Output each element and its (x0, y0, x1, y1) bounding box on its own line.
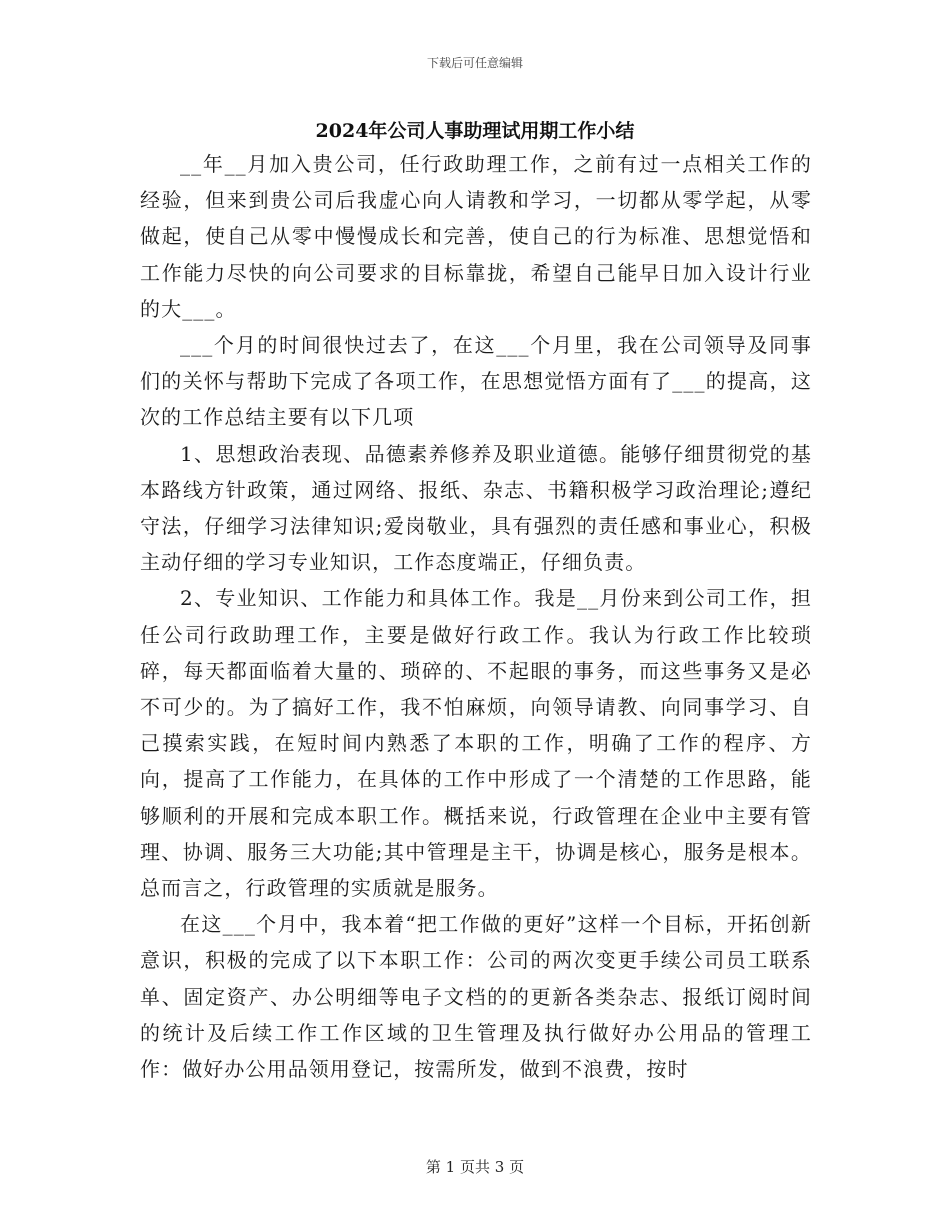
header-note: 下载后可任意编辑 (426, 56, 523, 70)
paragraph-4: 2、专业知识、工作能力和具体工作。我是__月份来到公司工作，担任公司行政助理工作，主要是做好行政工作。我认为行政工作比较琐碎，每天都面临着大量的、琐碎的、不起眼的事务，而这些事务又是必不可少的。为了搞好工作，我不怕麻烦，向领导请教、向同事学习、自己摸索实践，在短时间内熟悉了本职的工作，明确了工作的程序、方向，提高了工作能力，在具体的工作中形成了一个清楚的工作思路，能够顺利的开展和完成本职工作。概括来说，行政管理在企业中主要有管理、协调、服务三大功能;其中管理是主干，协调是核心，服务是根本。总而言之，行政管理的实质就是服务。 (140, 586, 812, 901)
paragraph-5: 在这___个月中，我本着“把工作做的更好”这样一个目标，开拓创新意识，积极的完成了以下本职工作：公司的两次变更手续公司员工联系单、固定资产、办公明细等电子文档的的更新各类杂志、报纸订阅时间的统计及后续工作工作区域的卫生管理及执行做好办公用品的管理工作：做好办公用品领用登记，按需所发，做到不浪费，按时 (140, 912, 812, 1082)
paragraph-2: ___个月的时间很快过去了，在这___个月里，我在公司领导及同事们的关怀与帮助下完成了各项工作，在思想觉悟方面有了___的提高，这次的工作总结主要有以下几项 (140, 333, 812, 430)
document-title: 2024年公司人事助理试用期工作小结 (315, 120, 635, 142)
paragraph-1: __年__月加入贵公司，任行政助理工作，之前有过一点相关工作的经验，但来到贵公司后我虚心向人请教和学习，一切都从零学起，从零做起，使自己从零中慢慢成长和完善，使自己的行为标准、思想觉悟和工作能力尽快的向公司要求的目标靠拢，希望自己能早日加入设计行业的大___。 (140, 152, 812, 321)
paragraph-3: 1、思想政治表现、品德素养修养及职业道德。能够仔细贯彻党的基本路线方针政策，通过网络、报纸、杂志、书籍积极学习政治理论;遵纪守法，仔细学习法律知识;爱岗敬业，具有强烈的责任感和事业心，积极主动仔细的学习专业知识，工作态度端正，仔细负责。 (140, 441, 812, 575)
page-number: 第 1 页共 3 页 (425, 1158, 525, 1176)
document-body (140, 146, 812, 1087)
